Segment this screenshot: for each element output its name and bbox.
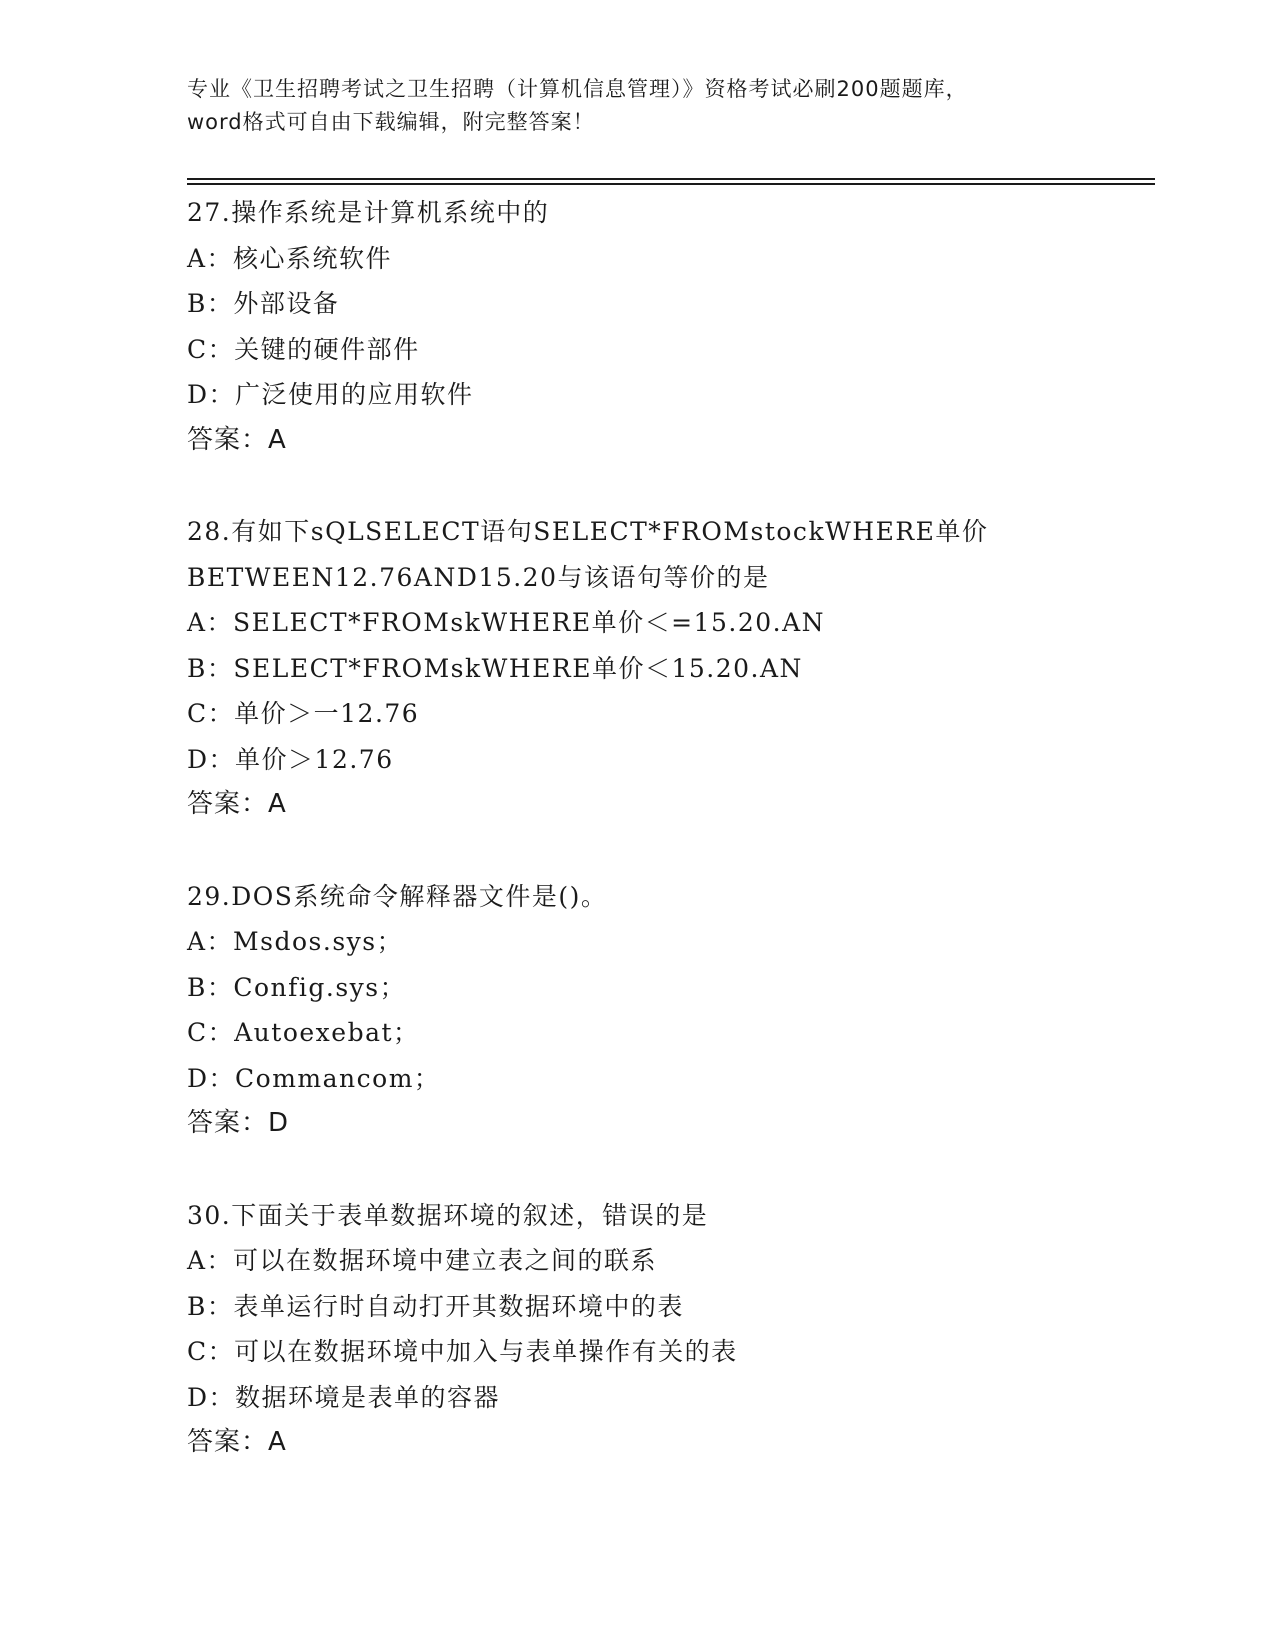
answer-option: D：Commancom； [187, 1063, 441, 1093]
answer-key: 答案：A [187, 1427, 287, 1457]
answer-option: A：Msdos.sys； [187, 927, 404, 956]
answer-option: D：数据环境是表单的容器 [187, 1382, 501, 1412]
answer-option: A：SELECT*FROMskWHERE单价＜=15.20.AN [187, 608, 826, 637]
answer-option: A：核心系统软件 [187, 243, 393, 273]
answer-option: C：单价＞一12.76 [187, 699, 420, 728]
answer-key: 答案：D [187, 1108, 290, 1138]
answer-key: 答案：A [187, 424, 287, 455]
answer-option: D：单价＞12.76 [187, 744, 394, 774]
answer-option: B：外部设备 [187, 289, 340, 318]
answer-option: B：表单运行时自动打开其数据环境中的表 [187, 1291, 684, 1321]
answer-option: C：关键的硬件部件 [187, 334, 420, 364]
answer-option: B：SELECT*FROMskWHERE单价＜15.20.AN [187, 653, 803, 683]
question-block [187, 1193, 1167, 1466]
header-line-1: 专业《卫生招聘考试之卫生招聘（计算机信息管理）》资格考试必刷200题题库， [187, 77, 968, 101]
answer-option: C：Autoexebat； [187, 1018, 420, 1047]
question-stem: 27.操作系统是计算机系统中的 [187, 198, 550, 227]
question-stem: 28.有如下sQLSELECT语句SELECT*FROMstockWHERE单价 [187, 517, 989, 546]
answer-option: B：Config.sys； [187, 972, 407, 1002]
question-stem: 29.DOS系统命令解释器文件是()。 [187, 881, 608, 911]
question-block [187, 190, 1167, 463]
answer-option: C：可以在数据环境中加入与表单操作有关的表 [187, 1337, 738, 1366]
header-divider-bottom [187, 183, 1155, 185]
answer-option: D：广泛使用的应用软件 [187, 380, 474, 409]
answer-key: 答案：A [187, 789, 287, 819]
question-block [187, 509, 1167, 828]
question-list [187, 190, 1167, 1512]
header-line-2: word格式可自由下载编辑，附完整答案！ [187, 110, 595, 134]
question-stem: BETWEEN12.76AND15.20与该语句等价的是 [187, 562, 770, 592]
document-header [187, 73, 1087, 139]
answer-option: A：可以在数据环境中建立表之间的联系 [187, 1246, 658, 1275]
question-block [187, 874, 1167, 1147]
question-stem: 30.下面关于表单数据环境的叙述，错误的是 [187, 1200, 709, 1230]
header-divider-top [187, 178, 1155, 180]
